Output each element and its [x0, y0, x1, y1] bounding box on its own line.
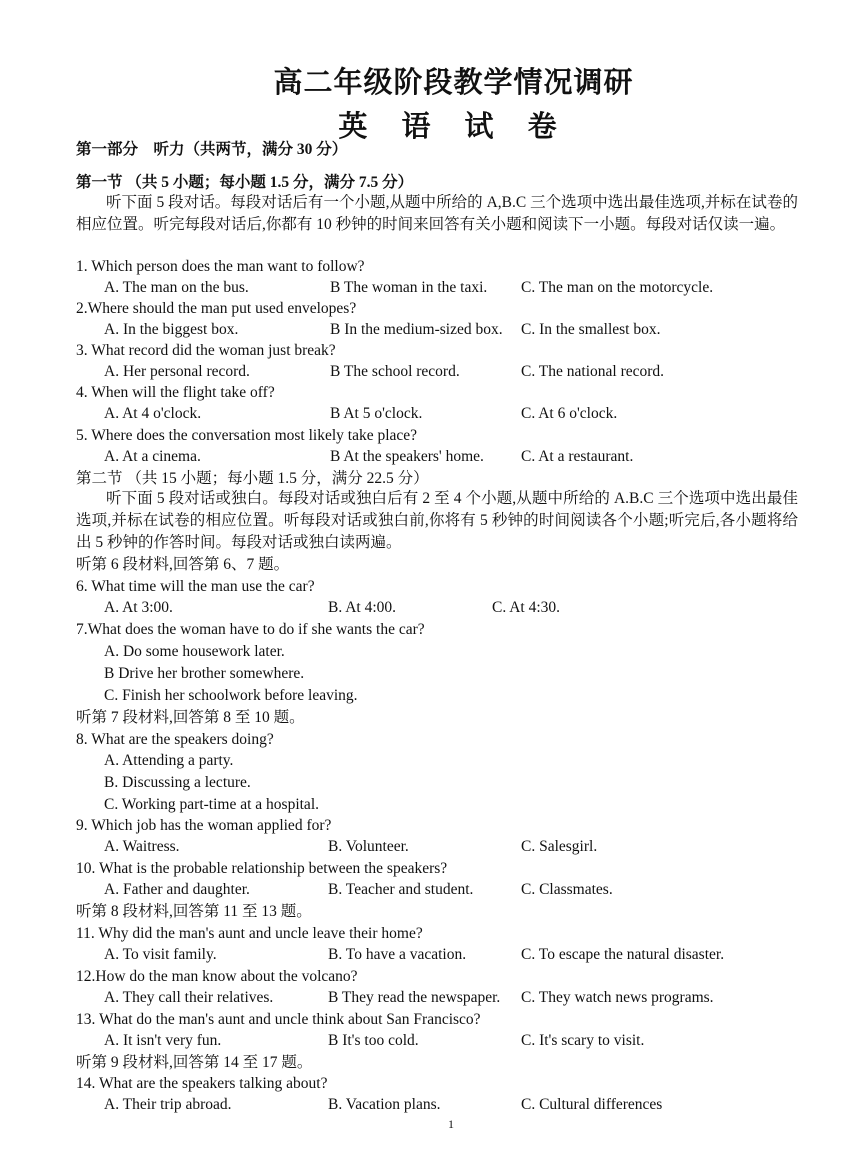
page-number: 1: [448, 1117, 454, 1131]
option-c: C. It's scary to visit.: [521, 1032, 645, 1049]
option-b: B. Volunteer.: [328, 838, 409, 855]
section1-heading: 第一节 （共 5 小题；每小题 1.5 分，满分 7.5 分）: [76, 174, 414, 191]
option-b: B They read the newspaper.: [328, 989, 501, 1006]
section2-instructions: 听下面 5 段对话或独白。每段对话或独白后有 2 至 4 个小题,从题中所给的 A.B.C 三个选项中选出最佳选项,并标在试卷的相应位置。听每段对话或独白前,你将有 5 秒钟的时间阅读各个小题;听完后,各小题将给出 5 秒钟的作答时间。每段对话或独白读两遍。: [76, 490, 798, 551]
exam-title: 高二年级阶段教学情况调研: [273, 65, 634, 99]
material-7-label: 听第 7 段材料,回答第 8 至 10 题。: [76, 709, 305, 726]
question-5-stem: 5. Where does the conversation most likely take place?: [76, 427, 418, 444]
option-c: C. The national record.: [521, 363, 665, 380]
question-12-stem: 12.How do the man know about the volcano?: [76, 968, 358, 985]
question-11-stem: 11. Why did the man's aunt and uncle leave their home?: [76, 925, 423, 942]
option-c: C. In the smallest box.: [521, 321, 661, 338]
option-c: C. Cultural differences: [521, 1096, 663, 1113]
option-b: B At 5 o'clock.: [330, 405, 423, 422]
section1-instructions: 听下面 5 段对话。每段对话后有一个小题,从题中所给的 A,B.C 三个选项中选出最佳选项,并标在试卷的相应位置。听完每段对话后,你都有 10 秒钟的时间来回答有关小题和阅读下一小题。每段对话仅读一遍。: [76, 194, 798, 233]
option-c: C. Classmates.: [521, 881, 613, 898]
option-a: A. Their trip abroad.: [104, 1096, 232, 1113]
material-8-label: 听第 8 段材料,回答第 11 至 13 题。: [76, 903, 312, 920]
option-a: A. It isn't very fun.: [104, 1032, 222, 1049]
option-a: A. In the biggest box.: [104, 321, 239, 338]
option-a: A. They call their relatives.: [104, 989, 274, 1006]
option-a: A. At a cinema.: [104, 448, 201, 465]
question-7-option-b: B Drive her brother somewhere.: [104, 665, 305, 682]
question-8-option-b: B. Discussing a lecture.: [104, 774, 251, 791]
part1-heading: 第一部分 听力（共两节，满分 30 分）: [76, 141, 348, 158]
question-6-stem: 6. What time will the man use the car?: [76, 578, 315, 595]
question-2-stem: 2.Where should the man put used envelopes?: [76, 300, 357, 317]
option-c: C. To escape the natural disaster.: [521, 946, 725, 963]
option-a: A. To visit family.: [104, 946, 217, 963]
option-a: A. At 3:00.: [104, 599, 173, 616]
option-b: B. Teacher and student.: [328, 881, 474, 898]
option-b: B. Vacation plans.: [328, 1096, 441, 1113]
question-8-option-a: A. Attending a party.: [104, 752, 234, 769]
option-c: C. At a restaurant.: [521, 448, 634, 465]
option-a: A. The man on the bus.: [104, 279, 249, 296]
option-b: B The school record.: [330, 363, 460, 380]
question-7-stem: 7.What does the woman have to do if she wants the car?: [76, 621, 425, 638]
material-9-label: 听第 9 段材料,回答第 14 至 17 题。: [76, 1054, 313, 1071]
question-7-option-c: C. Finish her schoolwork before leaving.: [104, 687, 358, 704]
option-a: A. At 4 o'clock.: [104, 405, 202, 422]
option-b: B The woman in the taxi.: [330, 279, 488, 296]
question-8-option-c: C. Working part-time at a hospital.: [104, 796, 319, 813]
option-a: A. Waitress.: [104, 838, 180, 855]
question-10-stem: 10. What is the probable relationship between the speakers?: [76, 860, 448, 877]
option-c: C. The man on the motorcycle.: [521, 279, 714, 296]
option-b: B In the medium-sized box.: [330, 321, 503, 338]
question-4-stem: 4. When will the flight take off?: [76, 384, 275, 401]
question-7-option-a: A. Do some housework later.: [104, 643, 285, 660]
option-c: C. At 6 o'clock.: [521, 405, 618, 422]
option-b: B. At 4:00.: [328, 599, 397, 616]
question-8-stem: 8. What are the speakers doing?: [76, 731, 274, 748]
option-b: B. To have a vacation.: [328, 946, 467, 963]
question-13-stem: 13. What do the man's aunt and uncle think about San Francisco?: [76, 1011, 481, 1028]
option-c: C. They watch news programs.: [521, 989, 714, 1006]
exam-subtitle: 英 语 试 卷: [338, 109, 569, 143]
material-6-label: 听第 6 段材料,回答第 6、7 题。: [76, 556, 290, 573]
option-a: A. Father and daughter.: [104, 881, 250, 898]
section2-heading: 第二节 （共 15 小题；每小题 1.5 分，满分 22.5 分）: [76, 470, 429, 487]
option-b: B At the speakers' home.: [330, 448, 484, 465]
question-14-stem: 14. What are the speakers talking about?: [76, 1075, 328, 1092]
question-3-stem: 3. What record did the woman just break?: [76, 342, 336, 359]
option-a: A. Her personal record.: [104, 363, 250, 380]
question-1-stem: 1. Which person does the man want to follow?: [76, 258, 365, 275]
question-9-stem: 9. Which job has the woman applied for?: [76, 817, 332, 834]
option-c: C. Salesgirl.: [521, 838, 598, 855]
option-b: B It's too cold.: [328, 1032, 419, 1049]
option-c: C. At 4:30.: [492, 599, 561, 616]
